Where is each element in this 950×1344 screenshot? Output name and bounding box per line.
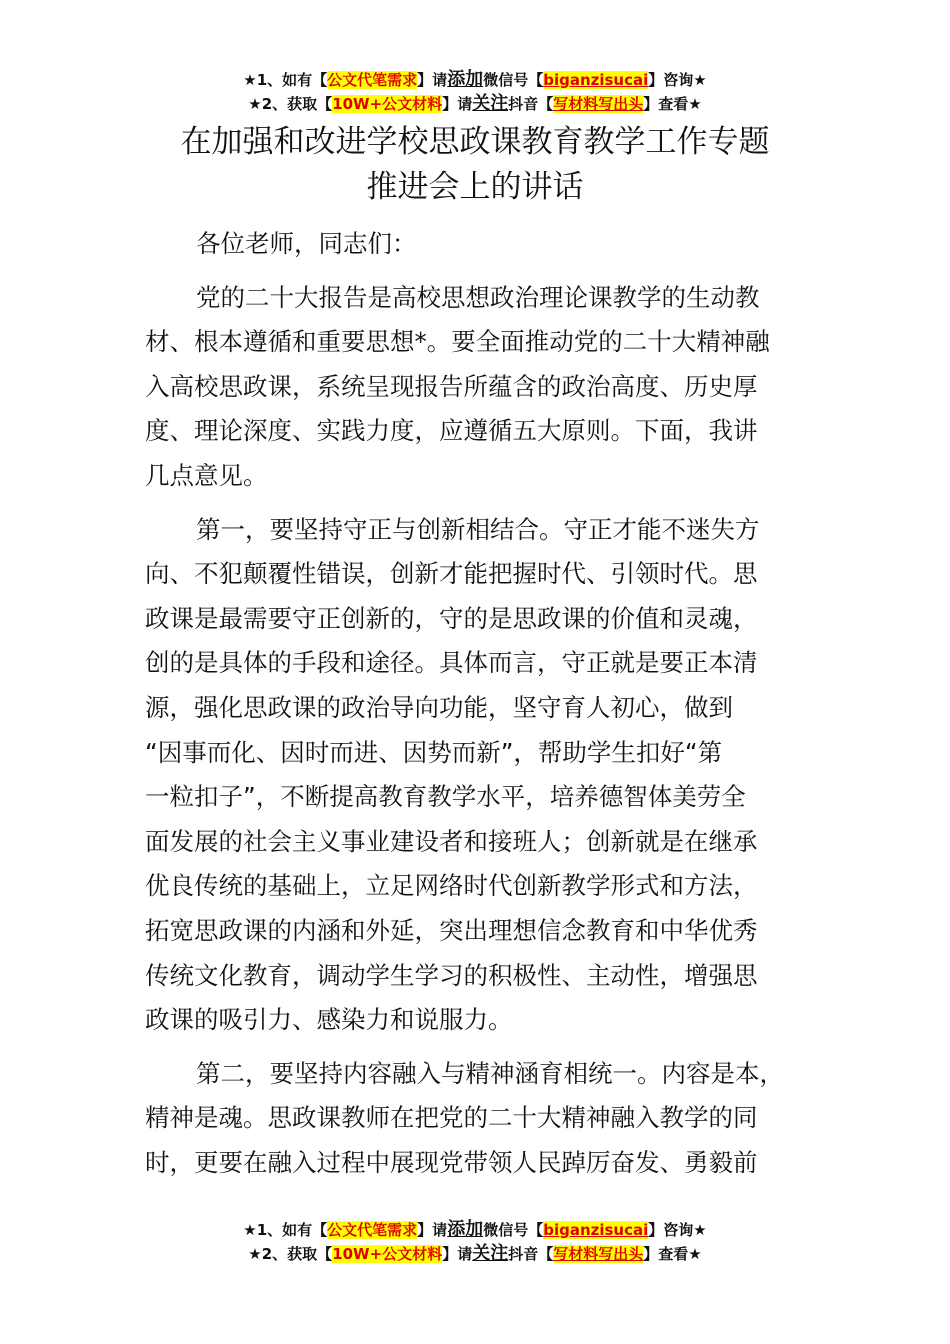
banner-line-2: ★2、获取【10W+公文材料】请关注抖音【写材料写出头】查看★ bbox=[248, 93, 702, 114]
text-line: 一粒扣子”，不断提高教育教学水平，培养德智体美劳全 bbox=[145, 782, 746, 812]
paragraph bbox=[145, 222, 845, 267]
paragraph bbox=[145, 276, 845, 499]
text-line: 第一，要坚持守正与创新相结合。守正才能不迷失方 bbox=[196, 514, 760, 544]
text-line: 源，强化思政课的政治导向功能，坚守育人初心，做到 bbox=[145, 692, 733, 722]
banner-line-2: ★2、获取【10W+公文材料】请关注抖音【写材料写出头】查看★ bbox=[248, 1243, 702, 1264]
text-line: 时，更要在融入过程中展现党带领人民踔厉奋发、勇毅前 bbox=[145, 1147, 758, 1177]
text-line: 度、理论深度、实践力度，应遵循五大原则。下面，我讲 bbox=[145, 416, 758, 446]
header-banner bbox=[0, 68, 950, 116]
text-line: 传统文化教育，调动学生学习的积极性、主动性，增强思 bbox=[145, 960, 758, 990]
document-title bbox=[0, 120, 950, 210]
text-line: 向、不犯颠覆性错误，创新才能把握时代、引领时代。思 bbox=[145, 559, 758, 589]
text-line: 材、根本遵循和重要思想*。要全面推动党的二十大精神融 bbox=[145, 327, 770, 357]
banner-line-1: ★1、如有【公文代笔需求】请添加微信号【biganzisucai】咨询★ bbox=[243, 69, 707, 90]
text-line: 党的二十大报告是高校思想政治理论课教学的生动教 bbox=[196, 282, 760, 312]
text-line: 各位老师，同志们： bbox=[196, 229, 417, 258]
title-line: 推进会上的讲话 bbox=[366, 169, 584, 205]
text-line: 第二，要坚持内容融入与精神涵育相统一。内容是本， bbox=[196, 1058, 784, 1088]
text-line: 精神是魂。思政课教师在把党的二十大精神融入教学的同 bbox=[145, 1103, 758, 1133]
text-line: 入高校思政课，系统呈现报告所蕴含的政治高度、历史厚 bbox=[145, 371, 758, 401]
banner-line-1: ★1、如有【公文代笔需求】请添加微信号【biganzisucai】咨询★ bbox=[243, 1219, 707, 1240]
text-line: 几点意见。 bbox=[145, 460, 268, 490]
text-line: 面发展的社会主义事业建设者和接班人；创新就是在继承 bbox=[145, 826, 758, 856]
paragraph bbox=[145, 508, 845, 1043]
document-body bbox=[145, 222, 845, 1194]
footer-banner bbox=[0, 1218, 950, 1266]
text-line: “因事而化、因时而进、因势而新”，帮助学生扣好“第 bbox=[145, 737, 723, 767]
text-line: 政课是最需要守正创新的，守的是思政课的价值和灵魂， bbox=[145, 603, 758, 633]
text-line: 优良传统的基础上，立足网络时代创新教学形式和方法， bbox=[145, 871, 758, 901]
paragraph bbox=[145, 1052, 845, 1186]
title-line: 在加强和改进学校思政课教育教学工作专题 bbox=[180, 124, 770, 160]
text-line: 创的是具体的手段和途径。具体而言，守正就是要正本清 bbox=[145, 648, 758, 678]
text-line: 政课的吸引力、感染力和说服力。 bbox=[145, 1005, 513, 1035]
text-line: 拓宽思政课的内涵和外延，突出理想信念教育和中华优秀 bbox=[145, 915, 758, 945]
